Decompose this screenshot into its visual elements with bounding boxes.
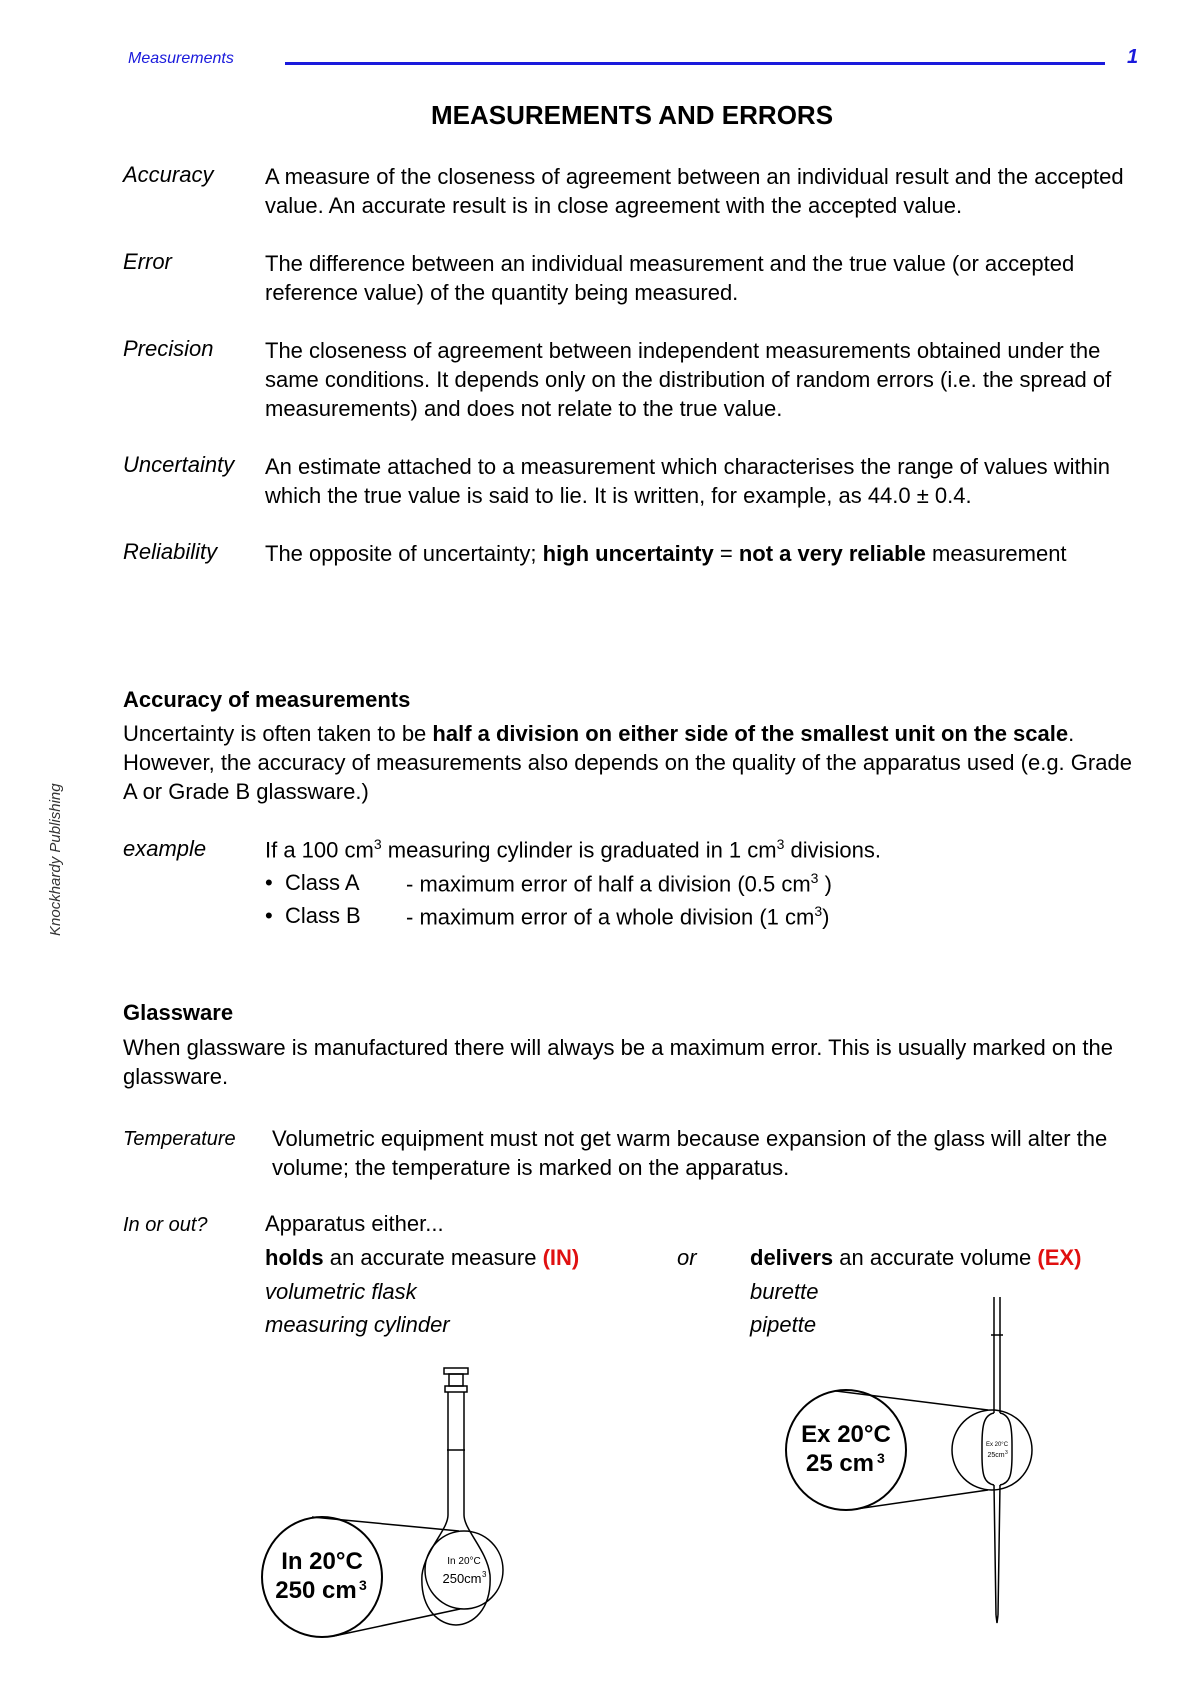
pipette-upper-stem [994, 1297, 1000, 1413]
definition-reliability: The opposite of uncertainty; high uncertainty = not a very reliable measurement [265, 541, 1067, 566]
pipette-diagram [770, 1295, 1050, 1675]
ex-item-burette: burette [750, 1279, 819, 1304]
temperature-label: Temperature [123, 1128, 236, 1150]
in-item-measuring-cylinder: measuring cylinder [265, 1312, 450, 1337]
bullet-class-a: • Class A [265, 870, 360, 895]
heading-accuracy-of-measurements: Accuracy of measurements [123, 687, 411, 712]
class-b-error: - maximum error of a whole division (1 $cm^3$) [406, 903, 830, 930]
term-error: Error [123, 249, 172, 274]
flask-body [422, 1392, 490, 1625]
running-header-section: Measurements [128, 50, 234, 67]
ex-item-pipette: pipette [750, 1312, 817, 1337]
pipette-bulb [982, 1413, 1012, 1485]
pipette-small-label-temp: Ex 20°C [985, 1442, 1009, 1448]
pipette-small-label-sup: 3 [1005, 1450, 1008, 1456]
holds-line: holds an accurate measure (IN) [265, 1245, 580, 1270]
definition-uncertainty: An estimate attached to a measurement which characterises the range of values within which the true value is said to lie. It is written, for example, as 44.0 ± 0.4. [265, 454, 1111, 508]
term-precision: Precision [123, 336, 214, 361]
delivers-line: delivers an accurate volume (EX) [750, 1245, 1082, 1270]
in-or-out-label: In or out? [123, 1214, 208, 1236]
or-text: or [677, 1245, 697, 1270]
pipette-label-circle [952, 1410, 1032, 1490]
flask-rim [445, 1386, 467, 1392]
flask-big-label-temp: In 20°C [281, 1548, 363, 1575]
flask-stopper [449, 1374, 463, 1386]
flask-stopper-top [444, 1368, 468, 1374]
class-a-error: - maximum error of half a division (0.5 $cm^3$ ) [406, 870, 832, 897]
pipette-small-label-volume: 25cm [987, 1452, 1005, 1459]
heading-glassware: Glassware [123, 1000, 234, 1025]
page-title: MEASUREMENTS AND ERRORS [430, 100, 834, 130]
term-accuracy: Accuracy [123, 162, 214, 187]
definition-accuracy: A measure of the closeness of agreement between an individual result and the accepted value. An accurate result is in close agreement with the accepted value. [265, 164, 1124, 218]
flask-small-label-sup: 3 [482, 1570, 487, 1579]
volumetric-flask-diagram [240, 1360, 530, 1650]
bullet-class-b: • Class B [265, 903, 361, 928]
publisher-sidebar: Knockhardy Publishing [47, 783, 64, 936]
pipette-big-label-temp: Ex 20°C [801, 1421, 891, 1448]
flask-big-label-sup: 3 [359, 1577, 367, 1593]
flask-small-label-volume: 250cm [442, 1571, 482, 1586]
temperature-text: Volumetric equipment must not get warm because expansion of the glass will alter the volume; the temperature is marked on the apparatus. [272, 1126, 1108, 1180]
in-item-volumetric-flask: volumetric flask [265, 1279, 417, 1304]
apparatus-intro: Apparatus either... [265, 1211, 444, 1236]
example-label: example [123, 836, 207, 861]
term-uncertainty: Uncertainty [123, 452, 235, 477]
paragraph-glassware: When glassware is manufactured there will always be a maximum error. This is usually marked on the glassware. [123, 1035, 1113, 1089]
pipette-big-label-volume: 25 cm [805, 1450, 875, 1477]
term-reliability: Reliability [123, 539, 218, 564]
pipette-lower-stem [994, 1485, 1000, 1623]
header-rule [285, 62, 1105, 65]
paragraph-accuracy: Uncertainty is often taken to be half a division on either side of the smallest unit on the scale. However, the accuracy of measurements also depends on the quality of the apparatus used (e.g. Grade A or Grade B glassware.) [123, 721, 1132, 804]
flask-small-label-temp: In 20°C [447, 1556, 481, 1567]
definition-error: The difference between an individual measurement and the true value (or accepted reference value) of the quantity being measured. [265, 251, 1075, 305]
flask-label-circle [425, 1531, 503, 1609]
definition-precision: The closeness of agreement between independent measurements obtained under the same conditions. It depends only on the distribution of random errors (i.e. the spread of measurements) and does not relate to the true value. [265, 338, 1112, 421]
flask-big-label-volume: 250 cm [275, 1577, 357, 1604]
page-number: 1 [1127, 46, 1139, 68]
pipette-big-label-sup: 3 [877, 1450, 885, 1466]
example-line: If a 100 $cm^3$ measuring cylinder is graduated in 1 $cm^3$ divisions. [265, 836, 881, 863]
